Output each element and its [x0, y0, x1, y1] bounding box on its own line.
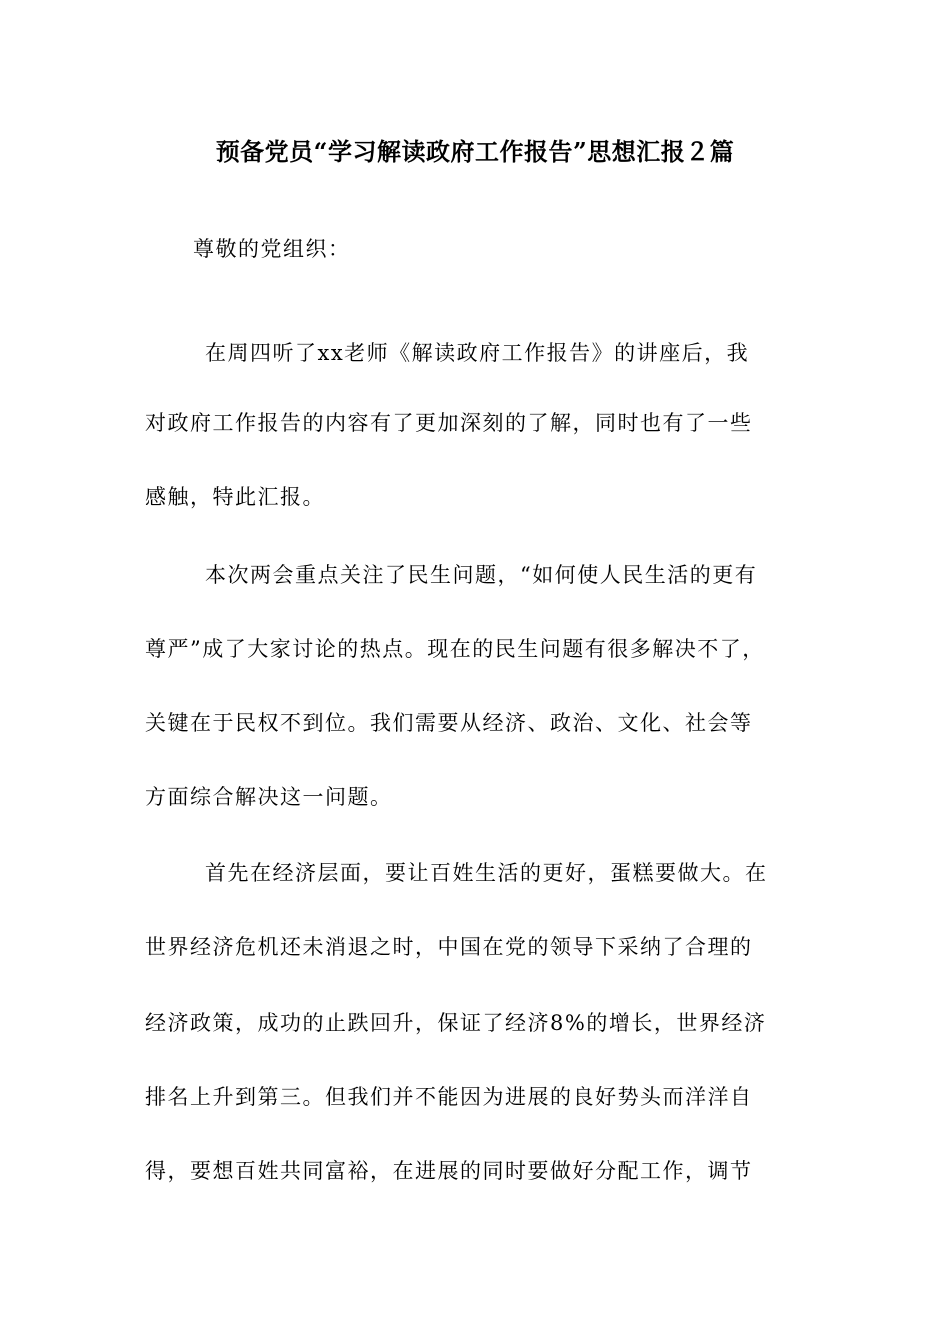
paragraph-line: 本次两会重点关注了民生问题，“如何使人民生活的更有	[205, 563, 758, 587]
paragraph-line: 首先在经济层面，要让百姓生活的更好，蛋糕要做大。在	[205, 861, 768, 885]
paragraph-line: 尊严”成了大家讨论的热点。现在的民生问题有很多解决不了，	[145, 637, 765, 661]
paragraph-line: 方面综合解决这一问题。	[145, 785, 393, 809]
paragraph-line: 世界经济危机还未消退之时，中国在党的领导下采纳了合理的	[145, 935, 753, 959]
paragraph-line: 经济政策，成功的止跌回升，保证了经济8%的增长，世界经济	[145, 1011, 767, 1035]
paragraph-line: 对政府工作报告的内容有了更加深刻的了解，同时也有了一些	[145, 411, 753, 435]
document-title: 预备党员“学习解读政府工作报告”思想汇报２篇	[215, 137, 735, 166]
paragraph-line: 在周四听了xx老师《解读政府工作报告》的讲座后，我	[205, 341, 750, 365]
paragraph-line: 排名上升到第三。但我们并不能因为进展的良好势头而洋洋自	[145, 1085, 753, 1109]
paragraph-line: 得，要想百姓共同富裕，在进展的同时要做好分配工作，调节	[145, 1159, 753, 1183]
salutation: 尊敬的党组织：	[193, 237, 351, 261]
paragraph-line: 感触，特此汇报。	[145, 485, 325, 509]
paragraph-line: 关键在于民权不到位。我们需要从经济、政治、文化、社会等	[145, 711, 753, 735]
